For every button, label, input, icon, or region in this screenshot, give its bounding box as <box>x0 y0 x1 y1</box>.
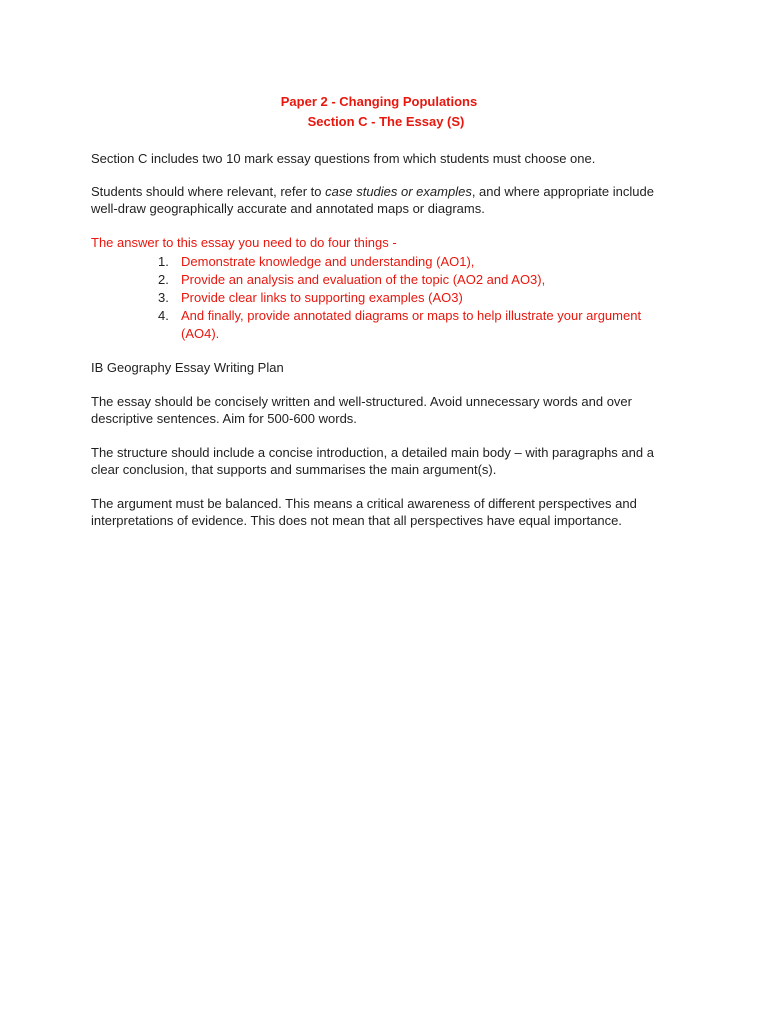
document-title: Paper 2 - Changing Populations <box>280 94 478 109</box>
list-item <box>91 289 681 307</box>
students-text-before: Students should where relevant, refer to <box>91 183 326 199</box>
list-item-text: And finally, provide annotated diagrams or maps to help illustrate your argument (AO4). <box>181 308 642 341</box>
list-item <box>91 271 681 289</box>
answer-heading: The answer to this essay you need to do four things - <box>91 234 397 250</box>
list-item-number: 2. <box>158 272 169 287</box>
requirements-list <box>91 253 681 343</box>
intro-paragraph: Section C includes two 10 mark essay questions from which students must choose one. <box>91 151 596 166</box>
document-subtitle: Section C - The Essay (S) <box>307 114 465 129</box>
students-text-italic: case studies or examples <box>325 183 472 199</box>
students-paragraph <box>91 183 681 218</box>
list-item <box>91 307 681 343</box>
plan-heading: IB Geography Essay Writing Plan <box>91 360 284 375</box>
list-item-text: Provide clear links to supporting examples (AO3) <box>181 290 463 305</box>
students-text-after: , and where appropriate include well-draw geographically accurate and annotated maps or diagrams. <box>91 183 654 216</box>
paragraph-balance: The argument must be balanced. This means a critical awareness of different perspectives and interpretations of evidence. This does not mean that all perspectives have equal importance. <box>91 495 637 528</box>
list-item-text: Provide an analysis and evaluation of the topic (AO2 and AO3), <box>181 272 546 287</box>
paragraph-structure: The structure should include a concise introduction, a detailed main body – with paragraphs and a clear conclusion, that supports and summarises the main argument(s). <box>91 444 654 477</box>
list-item <box>91 253 681 271</box>
paragraph-conciseness: The essay should be concisely written and well-structured. Avoid unnecessary words and over descriptive sentences. Aim for 500-600 words. <box>91 393 632 426</box>
list-item-text: Demonstrate knowledge and understanding (AO1), <box>181 254 475 269</box>
list-item-number: 4. <box>158 308 169 323</box>
document-page <box>91 92 681 530</box>
list-item-number: 3. <box>158 290 169 305</box>
list-item-number: 1. <box>158 254 169 269</box>
